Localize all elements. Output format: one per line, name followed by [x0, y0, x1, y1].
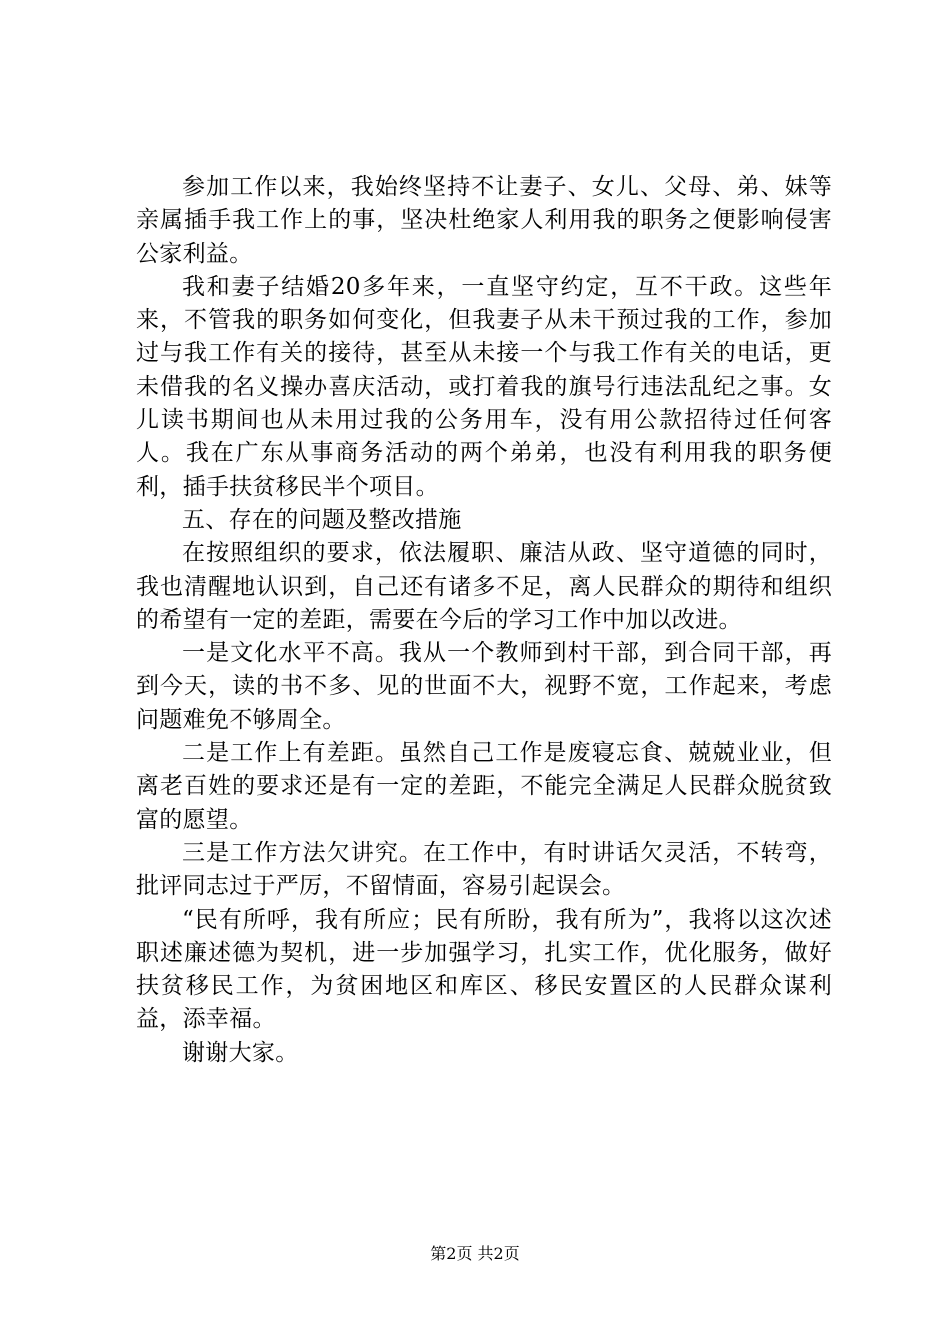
- page-number-footer: 第2页 共2页: [430, 1244, 520, 1263]
- paragraph-closing-pledge: “民有所呼，我有所应；民有所盼，我有所为”，我将以这次述职述廉述德为契机，进一步加强学习，扎实工作，优化服务，做好扶贫移民工作，为贫困地区和库区、移民安置区的人民群众谋利益，添幸福。: [136, 906, 832, 1033]
- paragraph-spouse-agreement: 我和妻子结婚20多年来，一直坚守约定，互不干政。这些年来，不管我的职务如何变化，但我妻子从未干预过我的工作，参加过与我工作有关的接待，甚至从未接一个与我工作有关的电话，更未借我的名义操办喜庆活动，或打着我的旗号行违法乱纪之事。女儿读书期间也从未用过我的公务用车，没有用公款招待过任何客人。我在广东从事商务活动的两个弟弟，也没有利用我的职务便利，插手扶贫移民半个项目。: [136, 273, 832, 500]
- document-body: [136, 171, 832, 1070]
- paragraph-point-one: 一是文化水平不高。我从一个教师到村干部，到合同干部，再到今天，读的书不多、见的世面不大，视野不宽，工作起来，考虑问题难免不够周全。: [136, 640, 832, 733]
- paragraph-thanks: 谢谢大家。: [182, 1039, 299, 1066]
- section-heading-problems: 五、存在的问题及整改措施: [182, 506, 462, 533]
- paragraph-shortcomings: 在按照组织的要求，依法履职、廉洁从政、坚守道德的同时，我也清醒地认识到，自己还有诸多不足，离人民群众的期待和组织的希望有一定的差距，需要在今后的学习工作中加以改进。: [136, 540, 832, 633]
- paragraph-point-three: 三是工作方法欠讲究。在工作中，有时讲话欠灵活，不转弯，批评同志过于严厉，不留情面，容易引起误会。: [136, 839, 832, 900]
- paragraph-point-two: 二是工作上有差距。虽然自己工作是废寝忘食、兢兢业业，但离老百姓的要求还是有一定的差距，不能完全满足人民群众脱贫致富的愿望。: [136, 740, 832, 833]
- paragraph-family-influence: 参加工作以来，我始终坚持不让妻子、女儿、父母、弟、妹等亲属插手我工作上的事，坚决杜绝家人利用我的职务之便影响侵害公家利益。: [136, 174, 832, 267]
